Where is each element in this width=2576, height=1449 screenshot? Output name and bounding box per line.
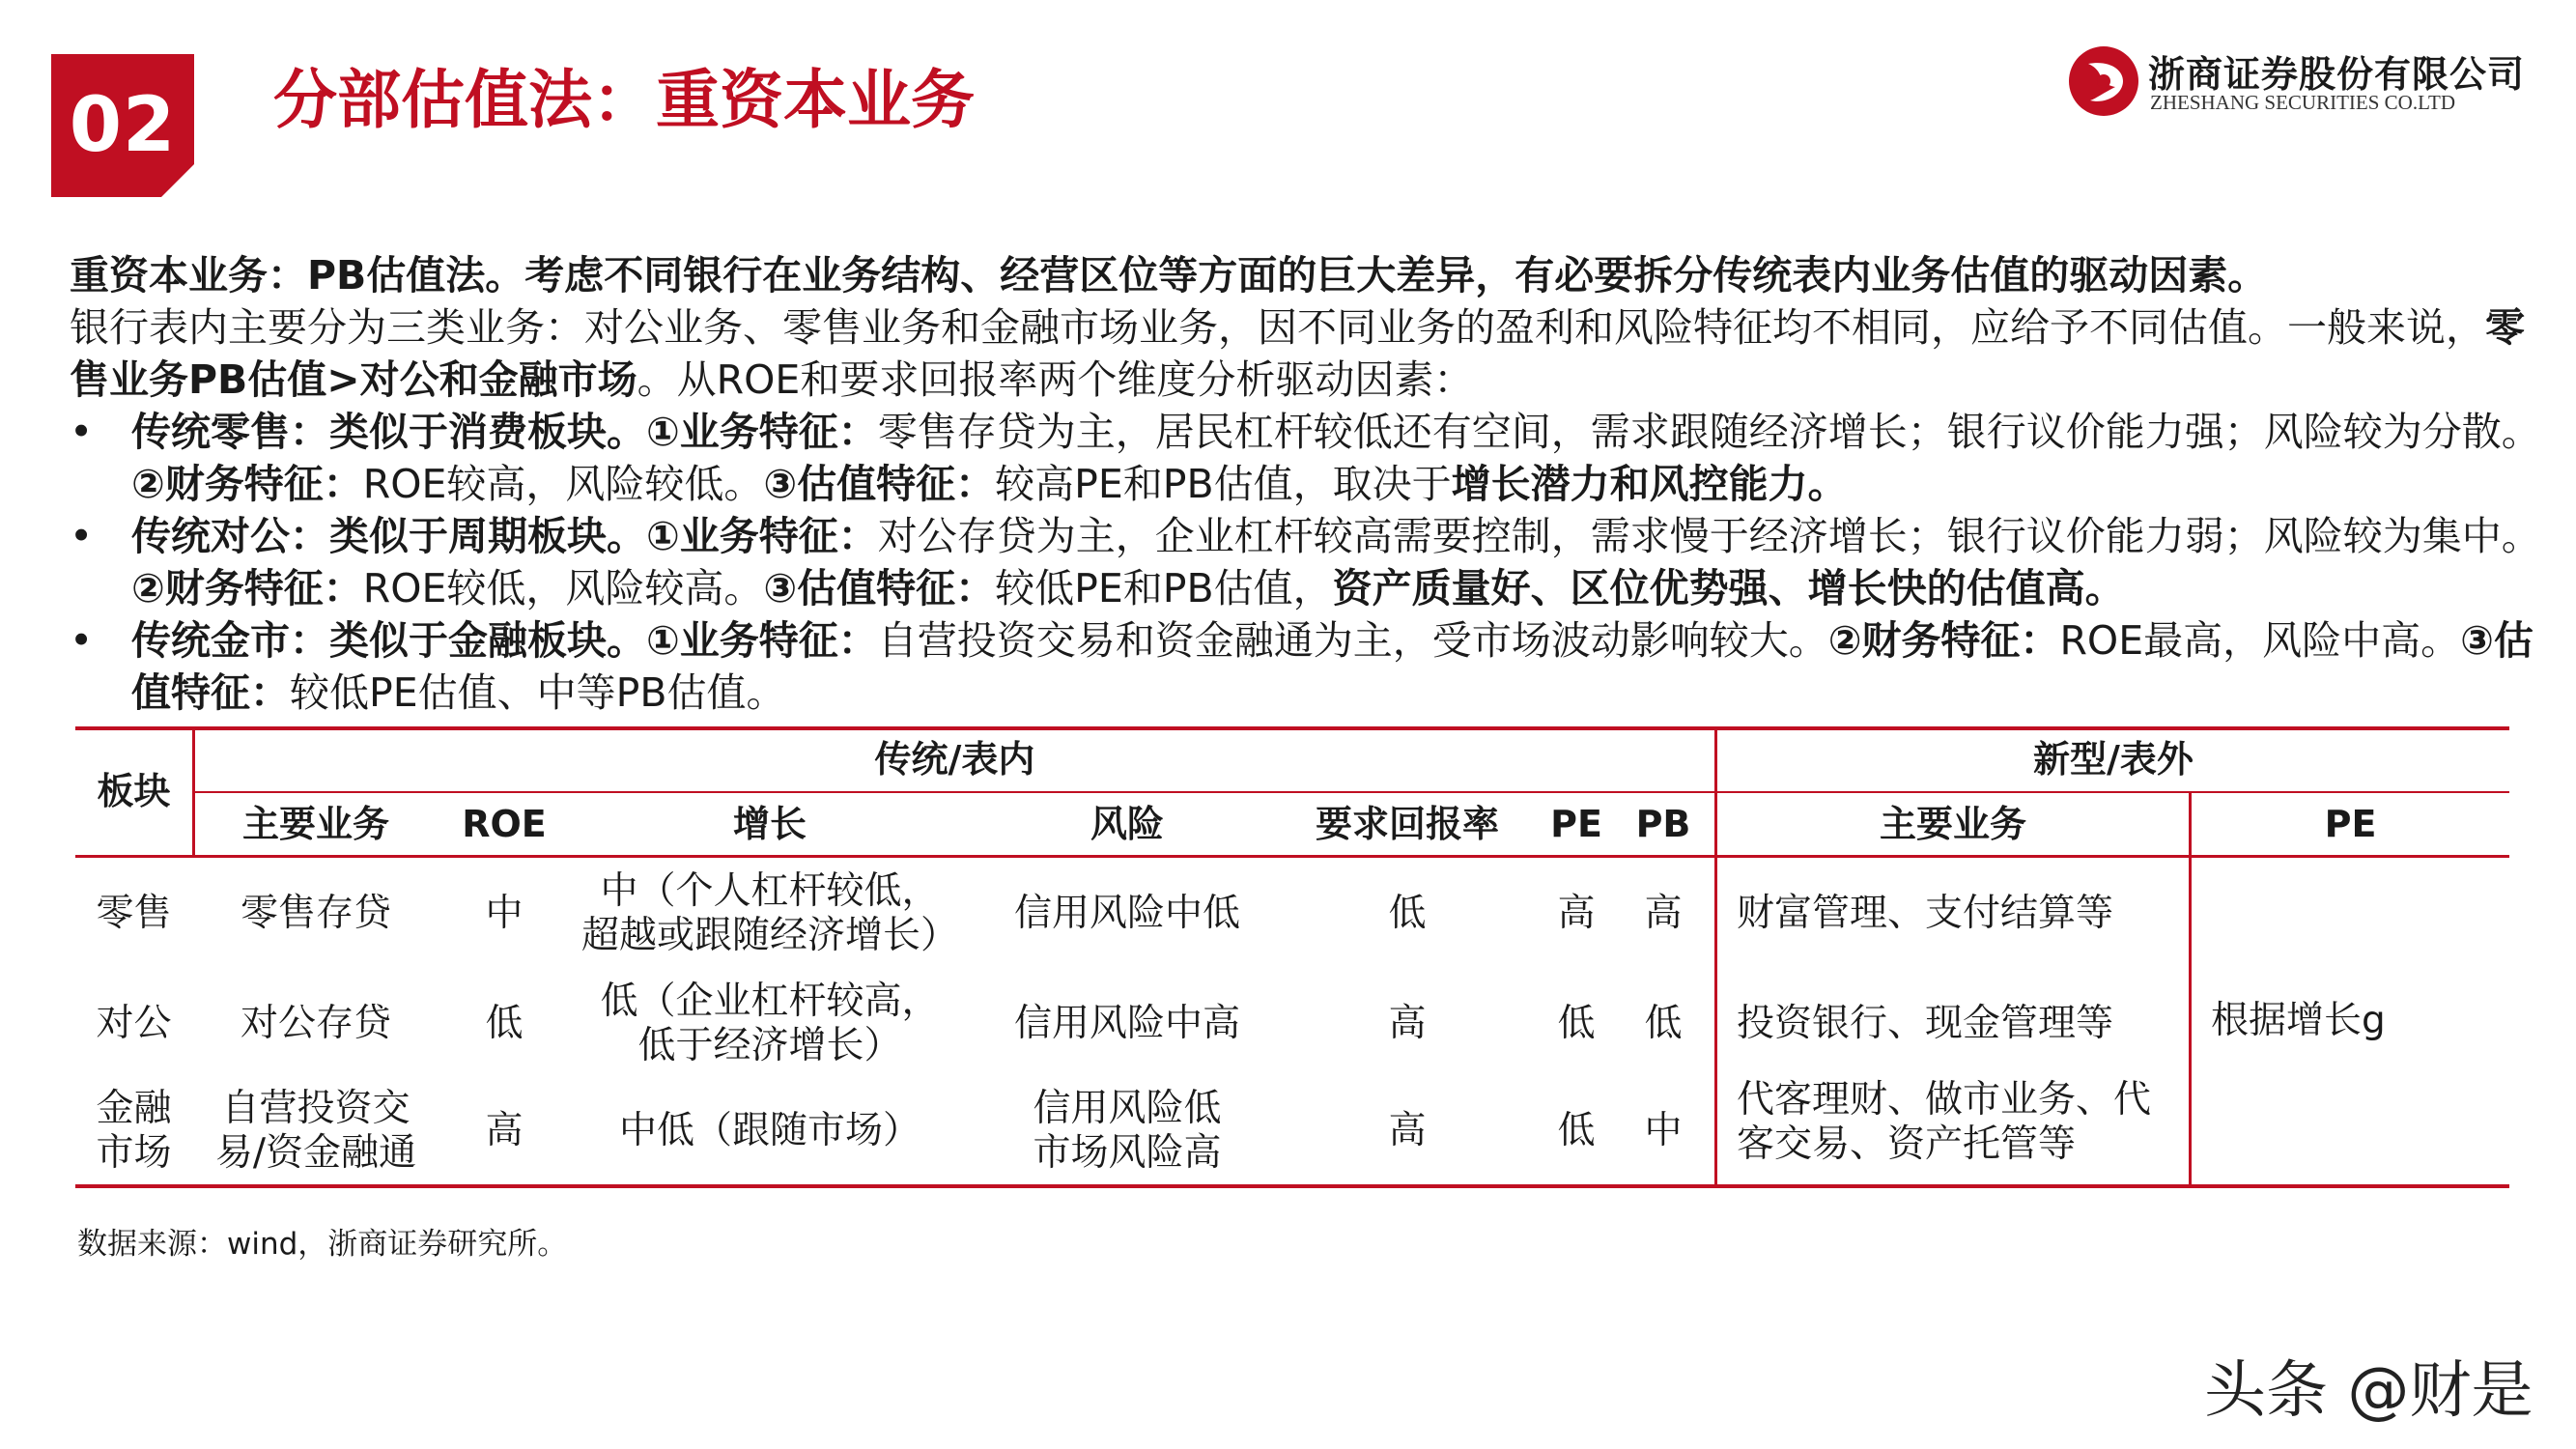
data-source-note: 数据来源：wind，浙商证券研究所。 — [77, 1227, 568, 1262]
watermark: 头条 @财是 — [2204, 1355, 2534, 1427]
header-group-new: 新型/表外 — [2033, 737, 2194, 781]
row-corporate-pe: 低 — [1557, 1002, 1596, 1045]
bullet-item-corporate: • 传统对公：类似于周期板块。①业务特征：对公存贷为主，企业杠杆较高需要控制，需求慢于经济增长；银行议价能力弱；风险较为集中。②财务特征：ROE较低，风险较高。③估值特征：较低PE和PB估值，资产质量好、区位优势强、增长快的估值高。 — [70, 510, 2542, 614]
row-corporate-roe: 低 — [485, 1002, 524, 1045]
row-markets-pe: 低 — [1557, 1109, 1596, 1152]
header-group-traditional: 传统/表内 — [874, 737, 1035, 781]
section-number: 02 — [69, 82, 177, 169]
row-retail-pe: 高 — [1557, 892, 1596, 935]
row-markets-new-business: 代客理财、做市业务、代 客交易、资产托管等 — [1737, 1078, 2152, 1166]
row-retail-growth: 中（个人杠杆较低， 超越或跟随经济增长） — [580, 869, 958, 957]
row-markets-risk: 信用风险低 市场风险高 — [1033, 1087, 1222, 1175]
row-retail-business: 零售存贷 — [240, 892, 391, 935]
header-new-business: 主要业务 — [1879, 803, 2026, 845]
row-markets-pb: 中 — [1644, 1109, 1683, 1152]
intro-line-1: 重资本业务：PB估值法。考虑不同银行在业务结构、经营区位等方面的巨大差异，有必要拆分传统表内业务估值的驱动因素。 — [70, 252, 2268, 298]
row-retail-required-return: 低 — [1388, 892, 1427, 935]
row-retail-roe: 中 — [485, 892, 524, 935]
zheshang-logo-icon — [2067, 44, 2140, 118]
header-roe: ROE — [462, 803, 547, 845]
row-markets-roe: 高 — [485, 1109, 524, 1152]
table-bottom-rule — [75, 1184, 2509, 1188]
row-retail-new-business: 财富管理、支付结算等 — [1737, 892, 2114, 935]
new-pe-merged-cell: 根据增长g — [2211, 999, 2386, 1042]
bullet-item-markets: • 传统金市：类似于金融板块。①业务特征：自营投资交易和资金融通为主，受市场波动影响较大。②财务特征：ROE最高，风险中高。③估值特征：较低PE估值、中等PB估值。 — [70, 614, 2542, 719]
logo-company-name-cn: 浙商证券股份有限公司 — [2148, 53, 2526, 96]
company-logo — [2067, 43, 2531, 120]
row-markets-growth: 中低（跟随市场） — [618, 1109, 920, 1152]
intro-text — [70, 249, 2542, 719]
row-retail-risk: 信用风险中低 — [1013, 892, 1240, 935]
header-risk: 风险 — [1090, 803, 1164, 845]
header-business: 主要业务 — [241, 803, 389, 845]
logo-company-name-en: ZHESHANG SECURITIES CO.LTD — [2150, 91, 2455, 114]
header-pb: PB — [1635, 803, 1691, 845]
row-corporate-sector: 对公 — [96, 1002, 172, 1045]
header-required-return: 要求回报率 — [1315, 803, 1499, 845]
page-title: 分部估值法：重资本业务 — [273, 63, 975, 137]
header-pe: PE — [1550, 803, 1602, 845]
row-corporate-growth: 低（企业杠杆较高， 低于经济增长） — [600, 980, 940, 1067]
row-retail-pb: 高 — [1644, 892, 1683, 935]
header-sector: 板块 — [97, 769, 171, 812]
valuation-table — [75, 726, 2509, 1188]
row-corporate-new-business: 投资银行、现金管理等 — [1737, 1002, 2114, 1045]
row-corporate-pb: 低 — [1644, 1002, 1683, 1045]
row-corporate-business: 对公存贷 — [240, 1002, 391, 1045]
bullet-list — [70, 406, 2542, 719]
section-number-badge — [51, 54, 194, 197]
header-new-pe: PE — [2324, 803, 2377, 845]
row-retail-sector: 零售 — [96, 892, 172, 935]
row-markets-business: 自营投资交 易/资金融通 — [214, 1087, 417, 1175]
row-markets-required-return: 高 — [1388, 1109, 1427, 1152]
row-markets-sector: 金融 市场 — [96, 1087, 172, 1175]
row-corporate-risk: 信用风险中高 — [1013, 1002, 1240, 1045]
bullet-item-retail: • 传统零售：类似于消费板块。①业务特征：零售存贷为主，居民杠杆较低还有空间，需求跟随经济增长；银行议价能力强；风险较为分散。②财务特征：ROE较高，风险较低。③估值特征：较高PE和PB估值，取决于增长潜力和风控能力。 — [70, 406, 2542, 510]
intro-line-2: 银行表内主要分为三类业务：对公业务、零售业务和金融市场业务，因不同业务的盈利和风险特征均不相同，应给予不同估值。一般来说，零售业务PB估值>对公和金融市场。从ROE和要求回报率两个维度分析驱动因素： — [70, 304, 2525, 403]
header-growth: 增长 — [732, 803, 807, 845]
row-corporate-required-return: 高 — [1388, 1002, 1427, 1045]
